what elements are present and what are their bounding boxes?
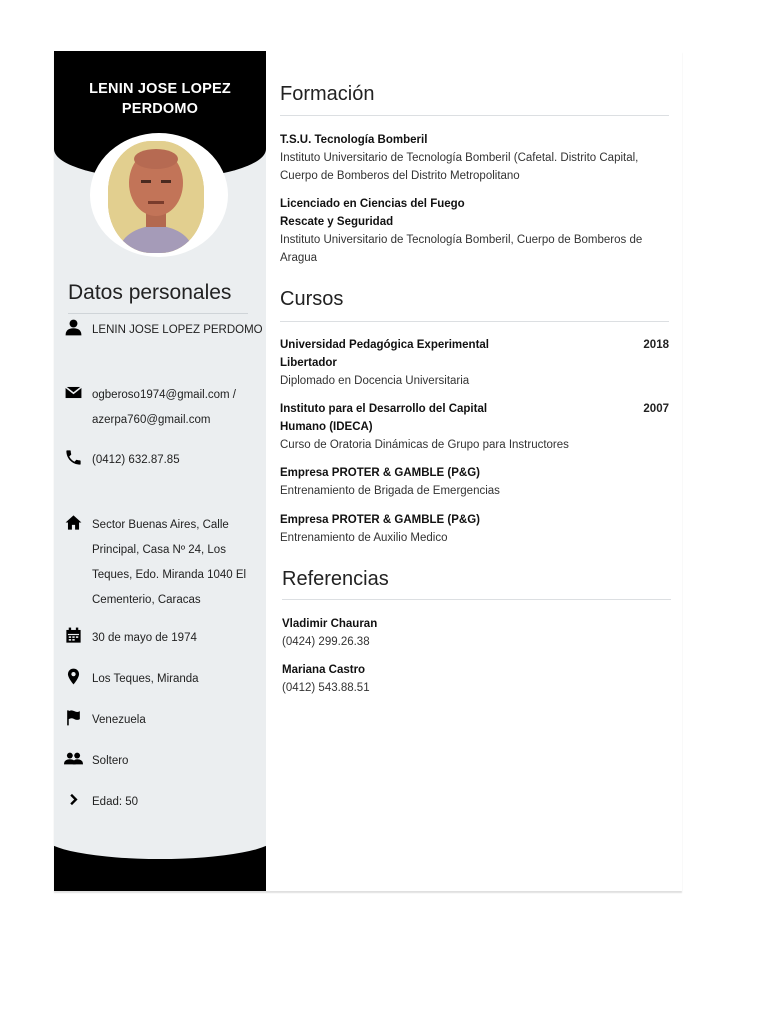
curso-entry <box>280 400 669 454</box>
personal-country-text: Venezuela <box>92 714 146 726</box>
entry-detail: Instituto Universitario de Tecnología Bomberil (Cafetal. Distrito Capital, Cuerpo de Bomberos del Distrito Metropolitano <box>280 152 639 182</box>
curso-entry <box>280 511 669 547</box>
cursos-divider <box>280 321 669 322</box>
referencias-divider <box>282 599 671 600</box>
entry-detail: Diplomado en Docencia Universitaria <box>280 375 470 387</box>
reference-phone: (0412) 543.88.51 <box>282 682 370 694</box>
profile-name: LENIN JOSE LOPEZ PERDOMO <box>89 81 231 117</box>
personal-birthdate-text: 30 de mayo de 1974 <box>92 632 197 644</box>
entry-year: 2007 <box>643 403 669 415</box>
curso-entry <box>280 464 669 500</box>
home-icon <box>62 513 84 535</box>
formacion-heading: Formación <box>280 83 375 105</box>
person-portrait-icon <box>108 141 204 253</box>
entry-title: Universidad Pedagógica Experimental Libertador <box>280 339 489 369</box>
phone-icon <box>62 448 84 470</box>
entry-detail: Instituto Universitario de Tecnología Bomberil, Cuerpo de Bomberos de Aragua <box>280 234 643 264</box>
entry-detail: Curso de Oratoria Dinámicas de Grupo para Instructores <box>280 439 569 451</box>
entry-title: Instituto para el Desarrollo del Capital Humano (IDECA) <box>280 403 488 433</box>
personal-phone-text: (0412) 632.87.85 <box>92 454 180 466</box>
chevron-right-icon <box>62 790 84 812</box>
cursos-heading: Cursos <box>280 288 344 310</box>
personal-city-text: Los Teques, Miranda <box>92 673 199 685</box>
formacion-entry <box>280 131 669 185</box>
reference-entry <box>282 661 671 697</box>
calendar-icon <box>62 626 84 648</box>
reference-entry <box>282 615 671 651</box>
resume-page <box>54 51 682 891</box>
entry-title: Empresa PROTER & GAMBLE (P&G) <box>280 467 480 479</box>
profile-photo-frame <box>90 133 228 257</box>
sidebar-footer-band <box>54 841 266 891</box>
formacion-divider <box>280 115 669 116</box>
personal-email-text: ogberoso1974@gmail.com / azerpa760@gmail.com <box>92 389 237 426</box>
reference-name: Mariana Castro <box>282 664 366 676</box>
entry-detail: Entrenamiento de Brigada de Emergencias <box>280 485 500 497</box>
personal-name-text: LENIN JOSE LOPEZ PERDOMO <box>92 324 263 336</box>
sidebar <box>54 51 266 891</box>
personal-address-text: Sector Buenas Aires, Calle Principal, Casa Nº 24, Los Teques, Edo. Miranda 1040 El Cementerio, Caracas <box>92 519 247 606</box>
personal-marital-text: Soltero <box>92 755 129 767</box>
entry-title: T.S.U. Tecnología Bomberil <box>280 134 428 146</box>
curso-entry <box>280 336 669 390</box>
entry-detail: Entrenamiento de Auxilio Medico <box>280 532 448 544</box>
reference-phone: (0424) 299.26.38 <box>282 636 370 648</box>
personal-age-text: Edad: 50 <box>92 796 139 808</box>
email-icon <box>62 383 84 405</box>
flag-icon <box>62 708 84 730</box>
personal-divider <box>68 313 248 314</box>
reference-name: Vladimir Chauran <box>282 618 378 630</box>
personal-data-heading: Datos personales <box>68 281 232 304</box>
profile-photo <box>108 141 204 253</box>
entry-title: Empresa PROTER & GAMBLE (P&G) <box>280 514 480 526</box>
referencias-heading: Referencias <box>282 568 389 590</box>
formacion-entry <box>280 195 669 267</box>
location-pin-icon <box>62 667 84 689</box>
people-icon <box>62 749 84 771</box>
entry-title: Licenciado en Ciencias del Fuego Rescate y Seguridad <box>280 198 465 228</box>
entry-year: 2018 <box>643 339 669 351</box>
person-icon <box>62 318 84 340</box>
